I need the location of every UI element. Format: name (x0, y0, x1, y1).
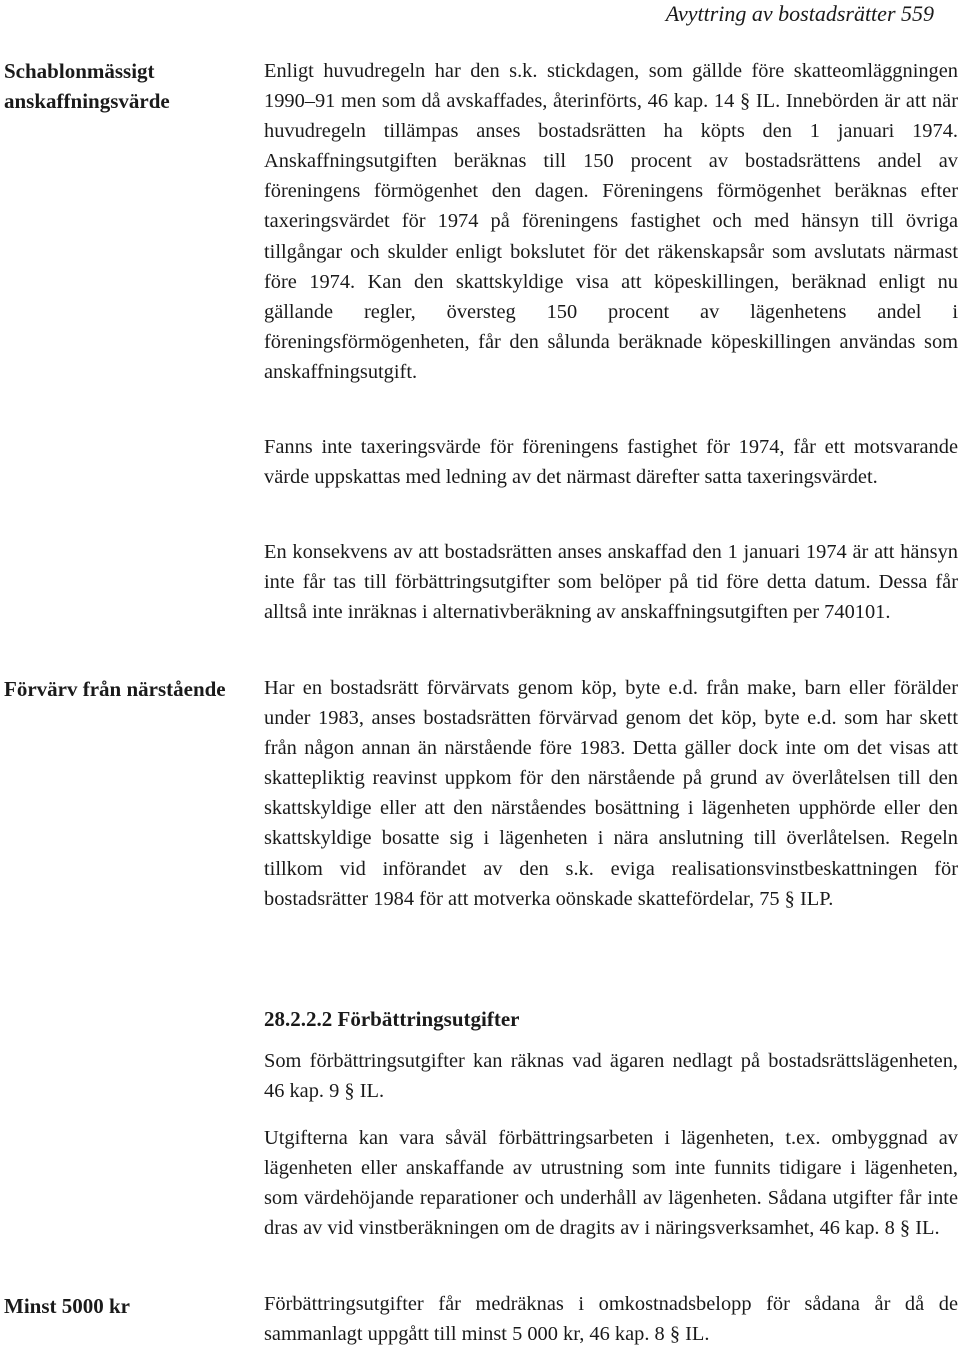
paragraph-narstaende: Har en bostadsrätt förvärvats genom köp, byte e.d. från make, barn eller förälder under 1983, anses bostadsrätten förvärvad genom det köp, byte e.d. som har skett från någon annan än närstående före 1983. Detta gäller dock inte om det visas att skattepliktig reavinst uppkom för den närstående på grund av överlåtelsen till den skattskyldige eller att den närståendes bosättning i lägenheten upphörde eller den skattskyldige bosatte sig i lägenheten i nära anslutning till överlåtelsen. Regeln tillkom vid införandet av den s.k. eviga realisationsvinstbeskattningen för bostadsrätter 1984 för att motverka oönskade skattefördelar, 75 § ILP. (264, 677, 958, 910)
paragraph-taxeringsvarde: Fanns inte taxeringsvärde för föreningens fastighet för 1974, får ett motsvarande värde uppskattas med ledning av det närmast därefter satta taxeringsvärdet. (264, 436, 958, 489)
section-heading: 28.2.2.2 Förbättringsutgifter (264, 1007, 520, 1031)
paragraph-utgifterna: Utgifterna kan vara såväl förbättringsarbeten i lägenheten, t.ex. ombyggnad av lägenheten eller anskaffande av utrustning som inte funnits tidigare i lägenheten, som värdehöjande reparationer och underhåll av lägenheten. Sådana utgifter får inte dras av vid vinstberäkningen om de dragits av i näringsverksamhet, 46 kap. 8 § IL. (264, 1127, 958, 1240)
margin-note-minst: Minst 5000 kr (4, 1294, 130, 1318)
page-header (0, 0, 960, 36)
paragraph-konsekvens: En konsekvens av att bostadsrätten anses anskaffad den 1 januari 1974 är att hänsyn inte får tas till förbättringsutgifter som belöper på tid före detta datum. Dessa får alltså inte inräknas i alternativberäkning av anskaffningsutgiften per 740101. (264, 541, 958, 624)
paragraph-forbattringsutgifter: Som förbättringsutgifter kan räknas vad ägaren nedlagt på bostadsrättslägenheten, 46 kap. 9 § IL. (264, 1050, 958, 1103)
running-header-title: Avyttring av bostadsrätter 559 (665, 1, 934, 26)
paragraph-stickdagen: Enligt huvudregeln har den s.k. stickdagen, som gällde före skatteomläggningen 1990–91 men som då avskaffades, återinförts, 46 kap. 14 § IL. Innebörden är att när huvudregeln tillämpas anses bostadsrätten ha köpts den 1 januari 1974. Anskaffningsutgiften beräknas till 150 procent av bostadsrättens andel av föreningens förmögenhet den dagen. Föreningens förmögenhet beräknas efter taxeringsvärdet för 1974 på föreningens fastighet och med hänsyn till övriga tillgångar och skulder enligt bokslutet för det räkenskapsår som avslutats närmast före 1974. Kan den skattskyldige visa att köpeskillingen, beräknad enligt nu gällande regler, översteg 150 procent av lägenhetens andel i föreningsförmögenheten, får den sålunda beräknade köpeskillingen användas som anskaffningsutgift. (264, 60, 958, 383)
margin-note-schablon: Schablonmässigt anskaffningsvärde (4, 59, 170, 113)
paragraph-minst-5000: Förbättringsutgifter får medräknas i omkostnadsbelopp för sådana år då de sammanlagt uppgått till minst 5 000 kr, 46 kap. 8 § IL. (264, 1293, 958, 1346)
margin-note-narstaende: Förvärv från närstående (4, 677, 226, 701)
